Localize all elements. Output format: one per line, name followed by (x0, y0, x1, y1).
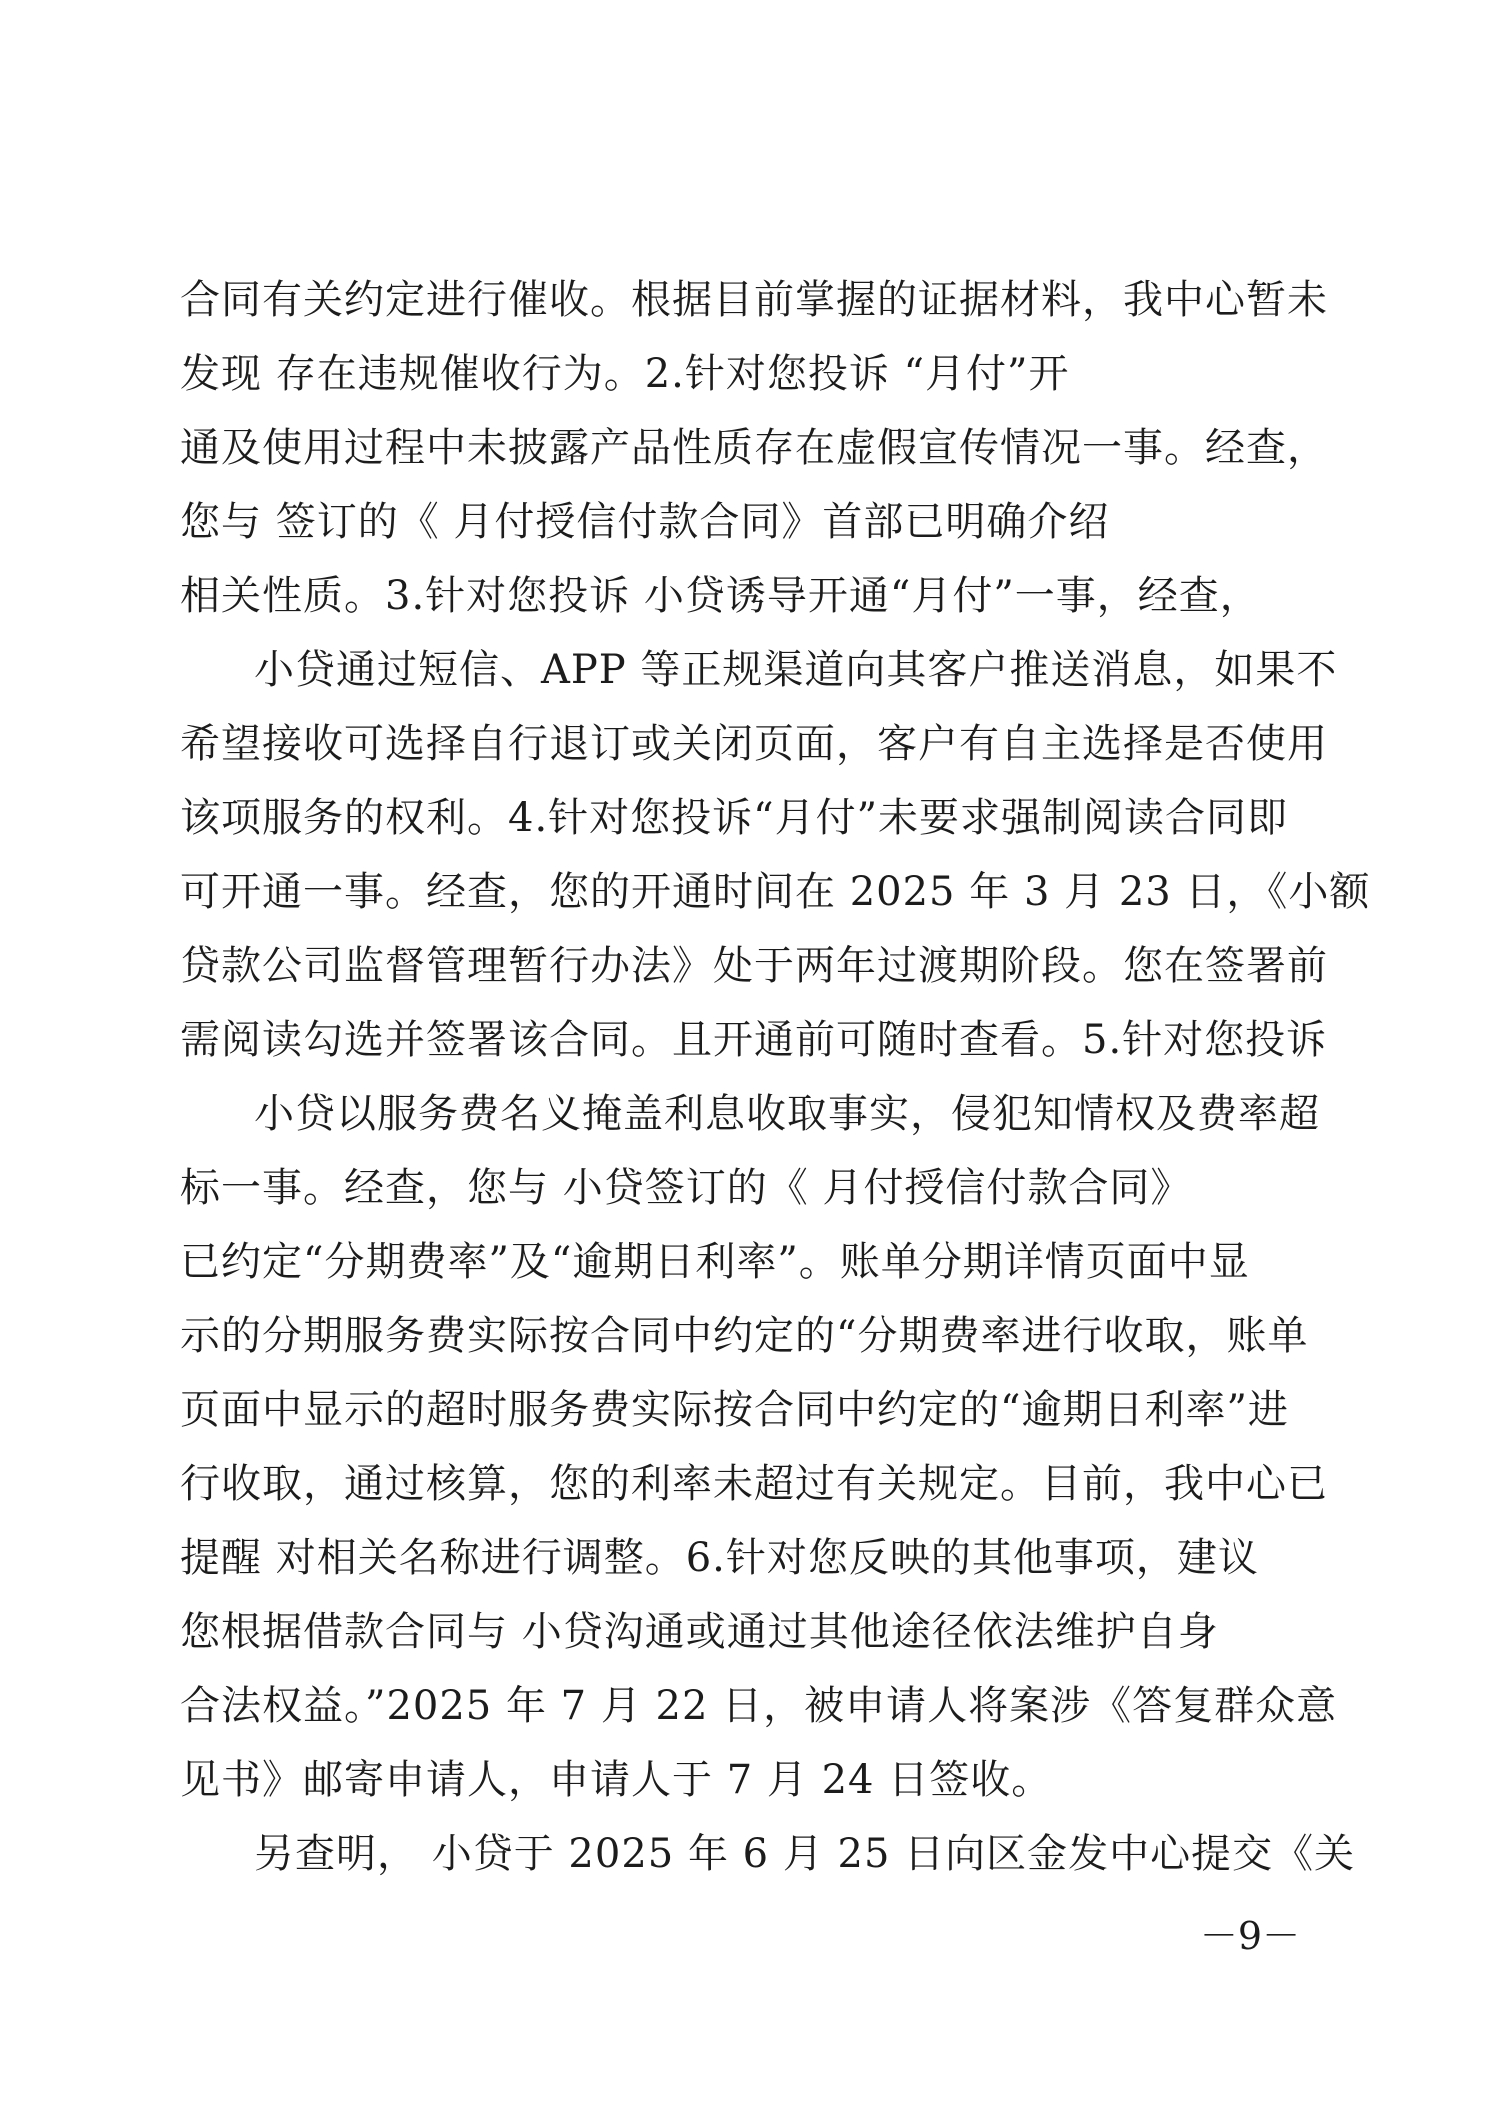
text-line: 该项服务的权利。4.针对您投诉“月付”未要求强制阅读合同即 (180, 795, 1289, 841)
text-line: 已约定“分期费率”及“逾期日利率”。账单分期详情页面中显 (180, 1239, 1250, 1285)
text-line: 您根据借款合同与 小贷沟通或通过其他途径依法维护自身 (180, 1609, 1219, 1655)
text-line: 通及使用过程中未披露产品性质存在虚假宣传情况一事。经查， (180, 425, 1328, 471)
text-line: 提醒 对相关名称进行调整。6.针对您反映的其他事项，建议 (180, 1535, 1259, 1581)
text-line: 发现 存在违规催收行为。2.针对您投诉 “月付”开 (180, 351, 1070, 397)
text-line: 需阅读勾选并签署该合同。且开通前可随时查看。5.针对您投诉 (180, 1017, 1328, 1063)
text-line: 可开通一事。经查，您的开通时间在 2025 年 3 月 23 日，《小额 (180, 869, 1371, 915)
text-line: 相关性质。3.针对您投诉 小贷诱导开通“月付”一事，经查， (180, 573, 1261, 619)
text-line: 另查明， 小贷于 2025 年 6 月 25 日向区金发中心提交《关 (254, 1831, 1356, 1877)
text-line: 合法权益。”2025 年 7 月 22 日，被申请人将案涉《答复群众意 (180, 1683, 1338, 1729)
text-line: 页面中显示的超时服务费实际按合同中约定的“逾期日利率”进 (180, 1387, 1289, 1433)
text-line: 见书》邮寄申请人，申请人于 7 月 24 日签收。 (180, 1757, 1053, 1803)
text-line: 合同有关约定进行催收。根据目前掌握的证据材料，我中心暂未 (180, 277, 1328, 323)
text-line: 示的分期服务费实际按合同中约定的“分期费率进行收取，账单 (180, 1313, 1309, 1359)
text-line: 希望接收可选择自行退订或关闭页面，客户有自主选择是否使用 (180, 721, 1328, 767)
text-line: 贷款公司监督管理暂行办法》处于两年过渡期阶段。您在签署前 (180, 943, 1328, 989)
text-line: 行收取，通过核算，您的利率未超过有关规定。目前，我中心已 (180, 1461, 1328, 1507)
text-line: 您与 签订的《 月付授信付款合同》首部已明确介绍 (180, 499, 1110, 545)
text-line: 标一事。经查，您与 小贷签订的《 月付授信付款合同》 (180, 1165, 1192, 1211)
text-line: 小贷通过短信、APP 等正规渠道向其客户推送消息，如果不 (254, 647, 1338, 693)
page-number: －9－ (1199, 1914, 1301, 1958)
text-line: 小贷以服务费名义掩盖利息收取事实，侵犯知情权及费率超 (254, 1091, 1320, 1137)
